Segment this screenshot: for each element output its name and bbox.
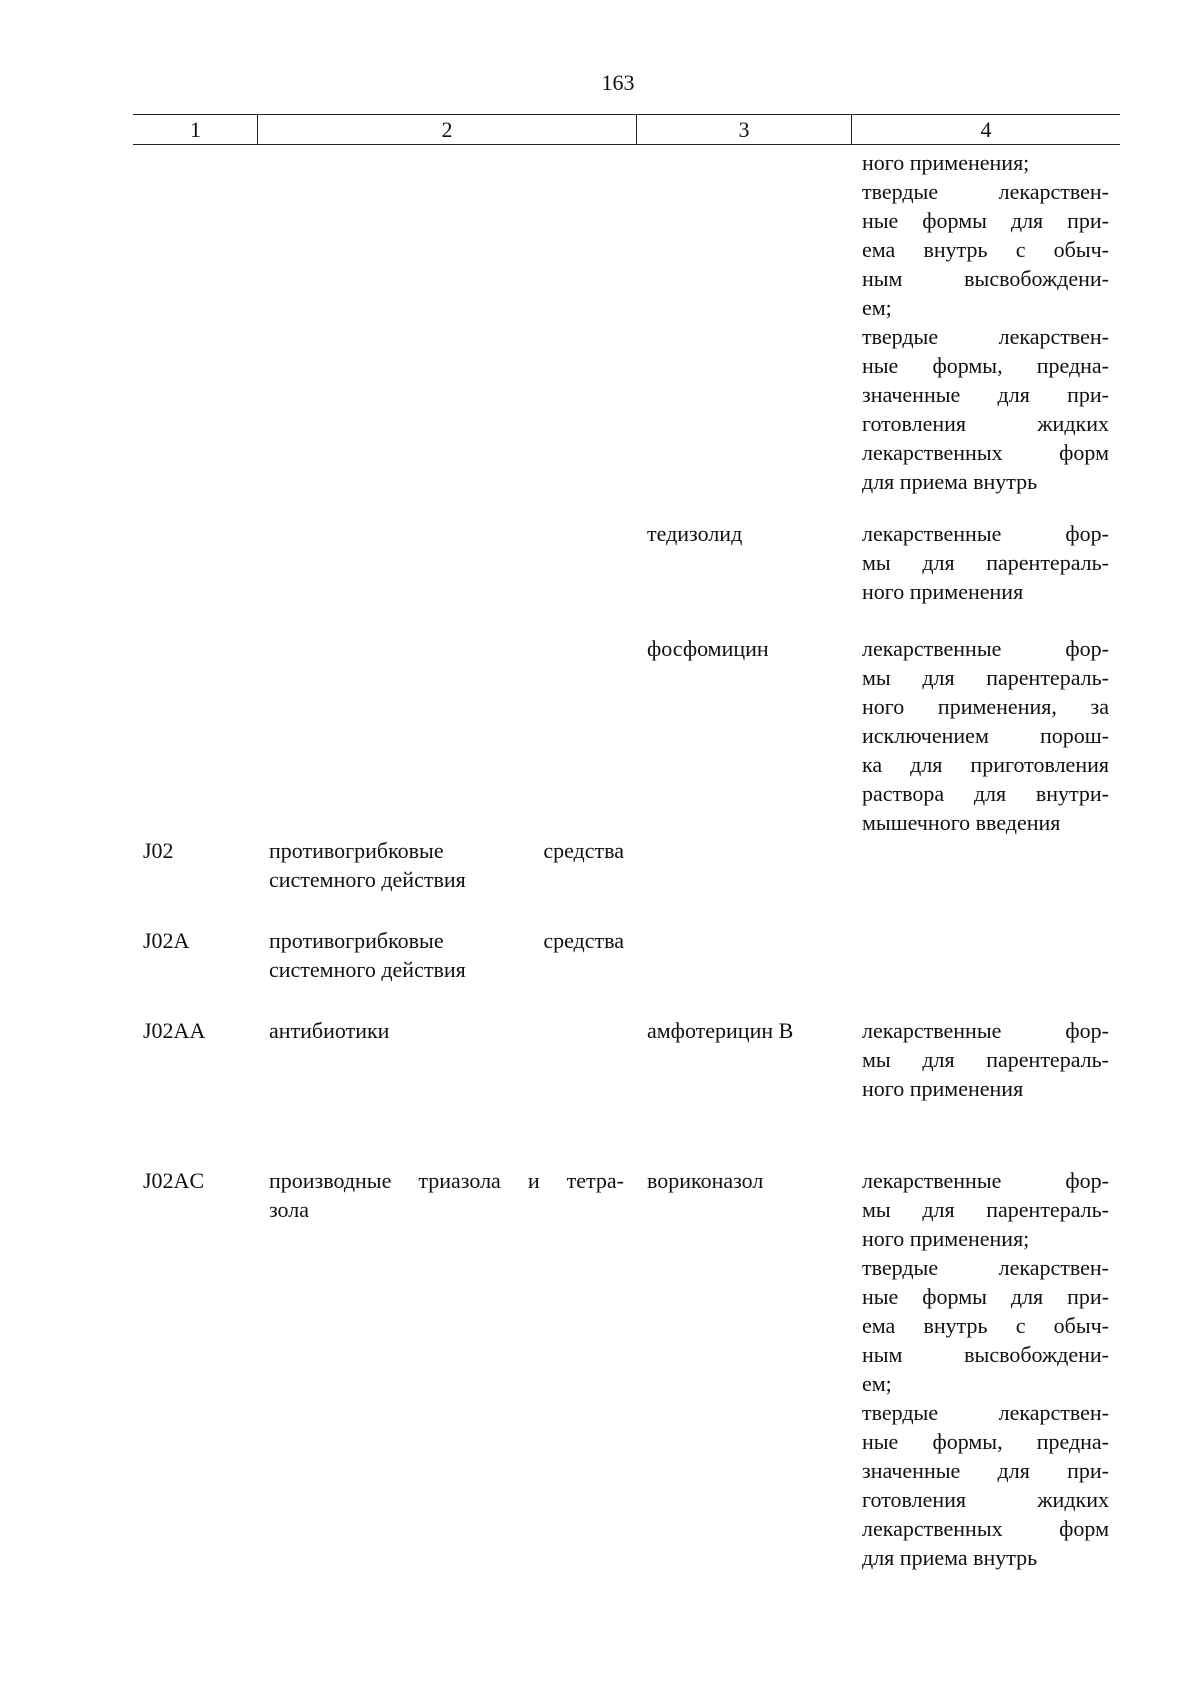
name-line: системного действия — [269, 957, 466, 982]
form-line: ного применения — [862, 579, 1024, 604]
table-header-row — [133, 114, 1120, 145]
atc-code: J02 — [143, 838, 174, 863]
name-line: производные триазола и тетра- — [269, 1168, 624, 1193]
form-line: для приема внутрь — [862, 1545, 1038, 1570]
form-line: мы для парентераль- — [862, 1197, 1109, 1222]
atc-group-name — [269, 1166, 624, 1224]
form-line: значенные для при- — [862, 1458, 1109, 1483]
form-line: лекарственные фор- — [862, 1168, 1109, 1193]
form-line: ного применения; — [862, 1226, 1030, 1251]
form-line: ного применения — [862, 1076, 1024, 1101]
column-header-3: 3 — [738, 117, 750, 142]
form-line: ные формы, предна- — [862, 353, 1109, 378]
form-line: лекарственных форм — [862, 440, 1109, 465]
form-line: ные формы для при- — [862, 1284, 1109, 1309]
column-divider — [636, 114, 637, 145]
name-line: антибиотики — [269, 1018, 390, 1043]
form-line: ные формы, предна- — [862, 1429, 1109, 1454]
form-line: лекарственных форм — [862, 1516, 1109, 1541]
column-header-2: 2 — [441, 117, 453, 142]
atc-group-name — [269, 1016, 624, 1045]
form-line: раствора для внутри- — [862, 781, 1109, 806]
form-line: ка для приготовления — [862, 752, 1109, 777]
form-line: ным высвобождени- — [862, 1342, 1109, 1367]
name-line: зола — [269, 1197, 310, 1222]
column-header-4: 4 — [980, 117, 992, 142]
form-line: для приема внутрь — [862, 469, 1038, 494]
page-number: 163 — [601, 70, 635, 95]
drug-name: тедизолид — [647, 521, 743, 546]
atc-group-name — [269, 926, 624, 984]
drug-name: вориконазол — [647, 1168, 764, 1193]
dosage-forms — [862, 519, 1109, 606]
form-line: лекарственные фор- — [862, 1018, 1109, 1043]
form-line: ем; — [862, 295, 892, 320]
column-header-1: 1 — [190, 117, 201, 142]
atc-group-name — [269, 836, 624, 894]
column-divider — [851, 114, 852, 145]
drug-name: амфотерицин B — [647, 1018, 794, 1043]
atc-code: J02A — [143, 928, 190, 953]
name-line: системного действия — [269, 867, 466, 892]
form-line: готовления жидких — [862, 1487, 1109, 1512]
form-line: лекарственные фор- — [862, 636, 1109, 661]
form-line: ным высвобождени- — [862, 266, 1109, 291]
form-line: мышечного введения — [862, 810, 1061, 835]
form-line: мы для парентераль- — [862, 665, 1109, 690]
column-divider — [257, 114, 258, 145]
form-line: мы для парентераль- — [862, 1047, 1109, 1072]
form-line: лекарственные фор- — [862, 521, 1109, 546]
form-line: твердые лекарствен- — [862, 179, 1109, 204]
form-line: ные формы для при- — [862, 208, 1109, 233]
form-line: ем; — [862, 1371, 892, 1396]
form-line: значенные для при- — [862, 382, 1109, 407]
form-line: твердые лекарствен- — [862, 324, 1109, 349]
form-line: ного применения; — [862, 150, 1030, 175]
dosage-forms — [862, 1166, 1109, 1572]
dosage-forms — [862, 634, 1109, 837]
form-line: ема внутрь с обыч- — [862, 1313, 1109, 1338]
form-line: исключением порош- — [862, 723, 1109, 748]
form-line: готовления жидких — [862, 411, 1109, 436]
form-line: ема внутрь с обыч- — [862, 237, 1109, 262]
table-row-forms-continued — [862, 148, 1109, 496]
form-line: твердые лекарствен- — [862, 1255, 1109, 1280]
form-line: ного применения, за — [862, 694, 1109, 719]
atc-code: J02AC — [143, 1168, 205, 1193]
atc-code: J02AA — [143, 1018, 206, 1043]
dosage-forms — [862, 1016, 1109, 1103]
drug-name: фосфомицин — [647, 636, 769, 661]
form-line: мы для парентераль- — [862, 550, 1109, 575]
name-line: противогрибковые средства — [269, 838, 624, 863]
name-line: противогрибковые средства — [269, 928, 624, 953]
form-line: твердые лекарствен- — [862, 1400, 1109, 1425]
